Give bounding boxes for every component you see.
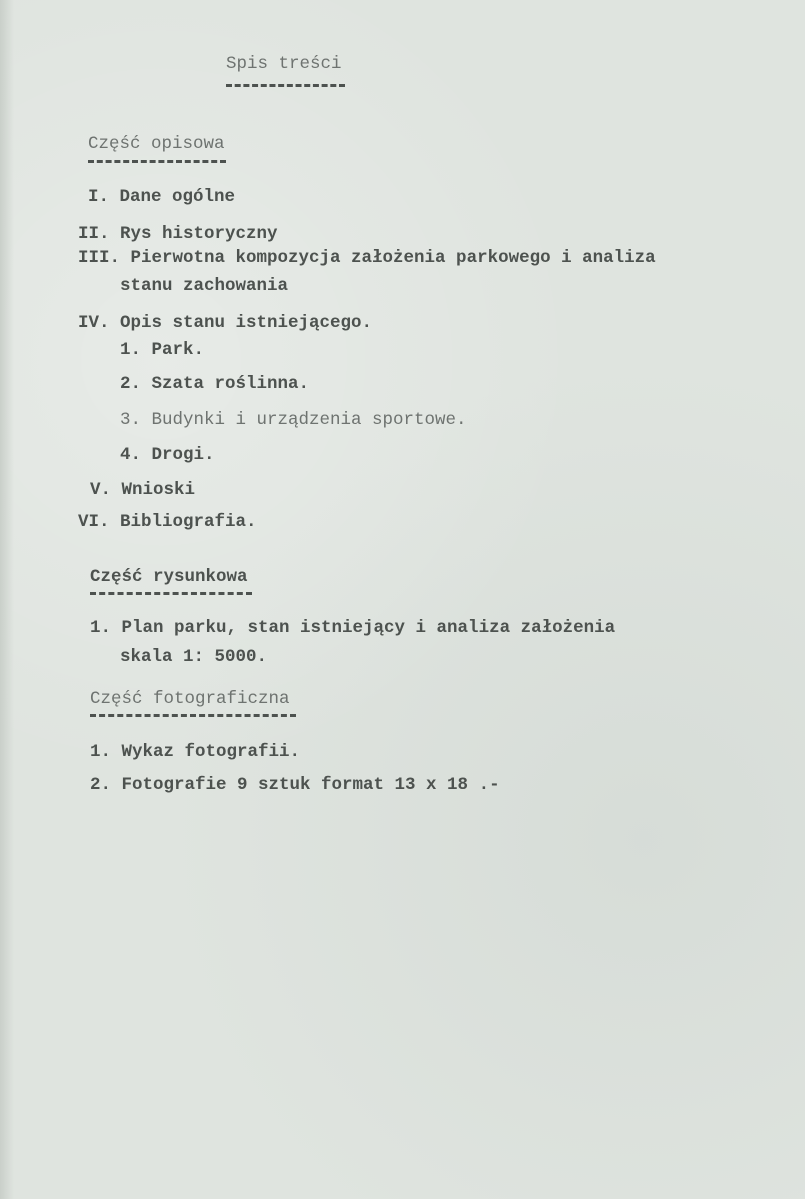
section-heading-descriptive: Część opisowa [88, 134, 225, 154]
toc-subitem: 4. Drogi. [120, 445, 215, 465]
section-underline [88, 160, 226, 163]
toc-subitem: 1. Park. [120, 340, 205, 360]
title-underline [226, 84, 345, 87]
toc-item: 1. Plan parku, stan istniejący i analiza założenia [90, 618, 616, 638]
document-title: Spis treści [226, 54, 342, 74]
toc-item: III. Pierwotna kompozycja założenia parkowego i analiza [78, 248, 656, 268]
section-underline [90, 592, 252, 595]
toc-subitem: 2. Szata roślinna. [120, 374, 310, 394]
toc-subitem: 3. Budynki i urządzenia sportowe. [120, 410, 467, 430]
toc-item: I. Dane ogólne [88, 187, 236, 207]
toc-item: IV. Opis stanu istniejącego. [78, 313, 373, 333]
toc-item: 2. Fotografie 9 sztuk format 13 x 18 .- [90, 775, 500, 795]
toc-item: II. Rys historyczny [78, 224, 278, 244]
toc-item: V. Wnioski [90, 480, 196, 500]
section-underline [90, 714, 296, 717]
section-heading-photographs: Część fotograficzna [90, 689, 290, 709]
paper-edge [0, 0, 14, 1199]
toc-item: 1. Wykaz fotografii. [90, 742, 301, 762]
toc-item: VI. Bibliografia. [78, 512, 257, 532]
section-heading-drawings: Część rysunkowa [90, 567, 248, 587]
toc-item-continuation: stanu zachowania [120, 276, 289, 296]
toc-item-continuation: skala 1: 5000. [120, 647, 268, 667]
